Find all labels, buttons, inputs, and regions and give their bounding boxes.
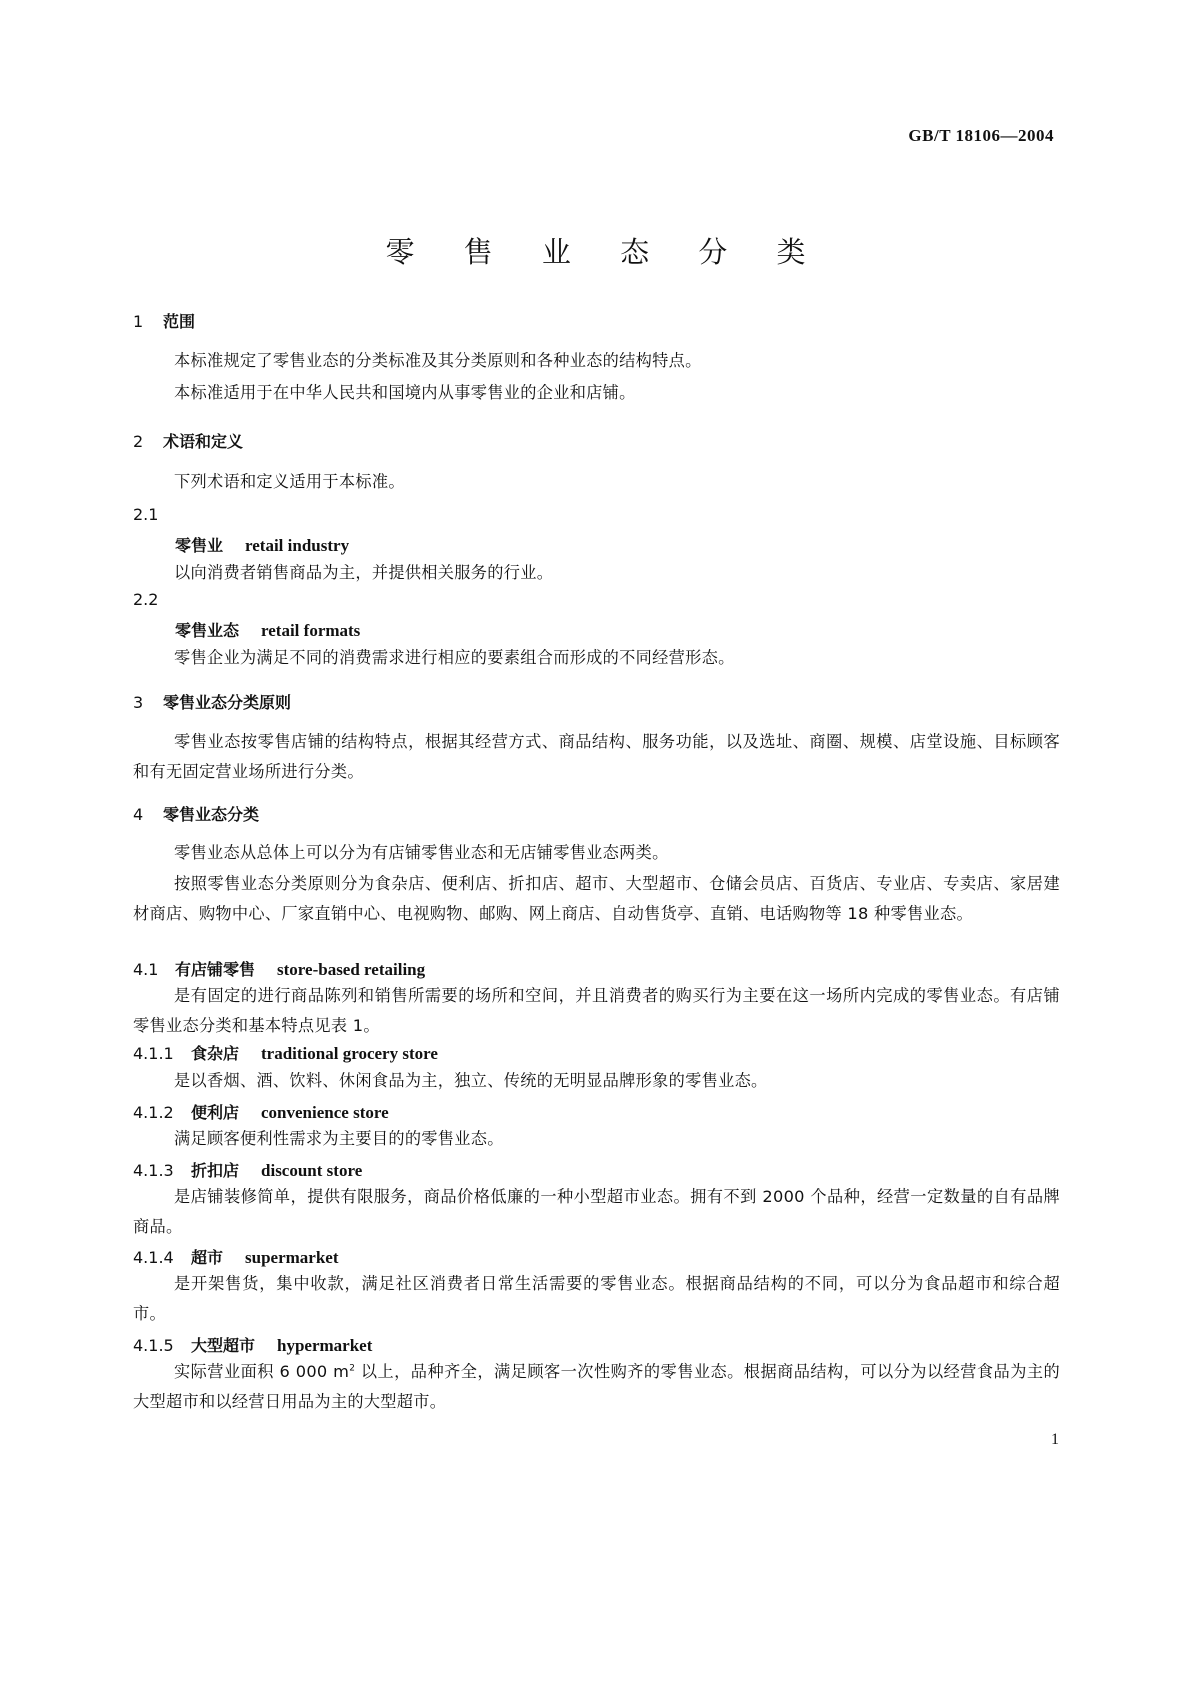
section-number: 3 <box>133 693 144 712</box>
subsection-number: 4.1.1 <box>133 1044 174 1063</box>
section-title: 零售业态分类 <box>163 805 260 824</box>
term-chinese: 零售业态 <box>175 621 240 640</box>
superscript-2: 2 <box>349 1363 356 1374</box>
term-2-2-number: 2.2 <box>133 590 159 609</box>
term-chinese: 零售业 <box>175 536 224 555</box>
subsection-number: 4.1.4 <box>133 1248 174 1267</box>
section-number: 1 <box>133 312 144 331</box>
section-4-heading <box>133 802 1060 825</box>
section-1-heading <box>133 309 1060 332</box>
subsection-4-1-1-definition: 是以香烟、酒、饮料、休闲食品为主，独立、传统的无明显品牌形象的零售业态。 <box>174 1071 768 1090</box>
section-title: 零售业态分类原则 <box>163 693 292 712</box>
subsection-4-1-4-heading <box>133 1245 1060 1268</box>
subsection-4-1-4-definition: 是开架售货，集中收款，满足社区消费者日常生活需要的零售业态。根据商品结构的不同，可以分为食品超市和综合超市。 <box>133 1274 1060 1323</box>
subsection-number: 4.1.5 <box>133 1336 174 1355</box>
section-title: 术语和定义 <box>163 432 244 451</box>
subsection-chinese: 大型超市 <box>191 1336 256 1355</box>
term-2-2-title <box>175 618 1102 641</box>
term-2-1-title <box>175 533 1102 556</box>
subsection-english: convenience store <box>261 1103 389 1122</box>
section-1-paragraph-2: 本标准适用于在中华人民共和国境内从事零售业的企业和店铺。 <box>174 383 636 402</box>
subsection-english: store-based retailing <box>277 960 426 979</box>
subsection-chinese: 折扣店 <box>191 1161 240 1180</box>
term-2-1-number: 2.1 <box>133 505 159 524</box>
subsection-english: supermarket <box>245 1248 339 1267</box>
section-3-heading <box>133 690 1060 713</box>
subsection-4-1-3-heading <box>133 1158 1060 1181</box>
section-4-paragraph-1: 零售业态从总体上可以分为有店铺零售业态和无店铺零售业态两类。 <box>174 843 669 862</box>
subsection-chinese: 超市 <box>191 1248 224 1267</box>
subsection-english: traditional grocery store <box>261 1044 438 1063</box>
section-3-paragraph-1: 零售业态按零售店铺的结构特点，根据其经营方式、商品结构、服务功能，以及选址、商圈、规模、店堂设施、目标顾客和有无固定营业场所进行分类。 <box>133 732 1060 781</box>
page-number: 1 <box>1051 1431 1059 1448</box>
subsection-english: hypermarket <box>277 1336 373 1355</box>
section-number: 2 <box>133 432 144 451</box>
subsection-chinese: 便利店 <box>191 1103 240 1122</box>
section-number: 4 <box>133 805 144 824</box>
section-2-paragraph-1: 下列术语和定义适用于本标准。 <box>174 472 405 491</box>
subsection-4-1-2-heading <box>133 1100 1060 1123</box>
subsection-number: 4.1.2 <box>133 1103 174 1122</box>
subsection-4-1-5-heading <box>133 1333 1060 1356</box>
subsection-chinese: 有店铺零售 <box>175 960 256 979</box>
subsection-number: 4.1 <box>133 960 159 979</box>
subsection-4-1-2-definition: 满足顾客便利性需求为主要目的的零售业态。 <box>174 1129 504 1148</box>
term-english: retail formats <box>261 621 361 640</box>
subsection-4-1-3-definition: 是店铺装修简单，提供有限服务，商品价格低廉的一种小型超市业态。拥有不到 2000 个品种，经营一定数量的自有品牌商品。 <box>133 1187 1060 1236</box>
subsection-4-1-definition: 是有固定的进行商品陈列和销售所需要的场所和空间，并且消费者的购买行为主要在这一场所内完成的零售业态。有店铺零售业态分类和基本特点见表 1。 <box>133 986 1060 1035</box>
subsection-number: 4.1.3 <box>133 1161 174 1180</box>
subsection-4-1-1-heading <box>133 1041 1060 1064</box>
subsection-english: discount store <box>261 1161 363 1180</box>
section-title: 范围 <box>163 312 196 331</box>
subsection-4-1-5-definition: 实际营业面积 6 000 $m^2$ 以上，品种齐全，满足顾客一次性购齐的零售业态。根据商品结构，可以分为以经营食品为主的大型超市和以经营日用品为主的大型超市。 <box>133 1362 1060 1411</box>
subsection-4-1-heading <box>133 957 1060 980</box>
term-english: retail industry <box>245 536 350 555</box>
subsection-chinese: 食杂店 <box>191 1044 240 1063</box>
term-2-2-definition: 零售企业为满足不同的消费需求进行相应的要素组合而形成的不同经营形态。 <box>174 648 735 667</box>
document-title: 零 售 业 态 分 类 <box>385 235 826 269</box>
term-2-1-definition: 以向消费者销售商品为主，并提供相关服务的行业。 <box>174 563 554 582</box>
section-4-paragraph-2: 按照零售业态分类原则分为食杂店、便利店、折扣店、超市、大型超市、仓储会员店、百货店、专业店、专卖店、家居建材商店、购物中心、厂家直销中心、电视购物、邮购、网上商店、自动售货亭、直销、电话购物等 18 种零售业态。 <box>133 874 1060 923</box>
standard-code: GB/T 18106—2004 <box>908 126 1054 145</box>
section-1-paragraph-1: 本标准规定了零售业态的分类标准及其分类原则和各种业态的结构特点。 <box>174 351 702 370</box>
section-2-heading <box>133 429 1060 452</box>
